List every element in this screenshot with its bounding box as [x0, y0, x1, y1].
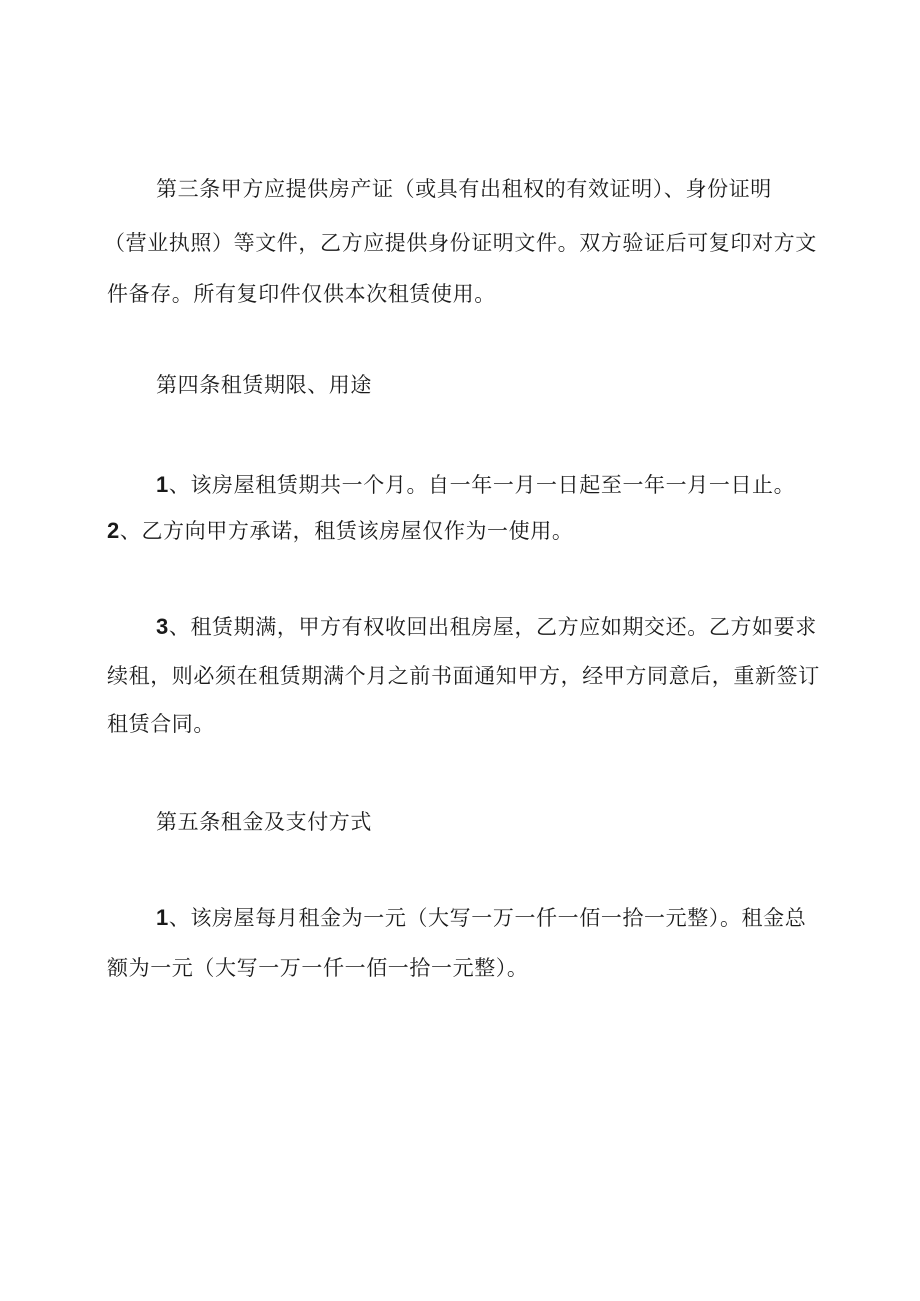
article-5-item-1-line-2: 额为一元（大写一万一仟一佰一拾一元整）。 — [107, 956, 529, 980]
article-4-heading: 第四条租赁期限、用途 — [156, 373, 372, 397]
item-text: 、该房屋每月租金为一元（大写一万一仟一佰一拾一元整）。租金总 — [168, 906, 807, 930]
article-4-item-3-line-3: 租赁合同。 — [107, 712, 215, 736]
article-3-line-2: （营业执照）等文件，乙方应提供身份证明文件。双方验证后可复印对方文 — [104, 231, 817, 255]
article-3-line-1: 第三条甲方应提供房产证（或具有出租权的有效证明）、身份证明 — [156, 177, 772, 201]
item-text: 、租赁期满，甲方有权收回出租房屋，乙方应如期交还。乙方如要求 — [168, 615, 817, 639]
article-5-heading: 第五条租金及支付方式 — [156, 810, 372, 834]
item-number: 3 — [156, 614, 169, 639]
article-4-item-2 — [107, 516, 827, 546]
item-number: 2 — [107, 518, 120, 543]
article-4-item-3-line-2: 续租，则必须在租赁期满个月之前书面通知甲方，经甲方同意后，重新签订 — [107, 664, 820, 688]
item-number: 1 — [156, 472, 169, 497]
item-number: 1 — [156, 905, 169, 930]
item-text: 、该房屋租赁期共一个月。自一年一月一日起至一年一月一日止。 — [168, 473, 796, 497]
item-text: 、乙方向甲方承诺，租赁该房屋仅作为一使用。 — [119, 519, 574, 543]
article-4-item-3-line-1 — [156, 612, 876, 642]
article-5-item-1-line-1 — [156, 903, 876, 933]
article-3-line-3: 件备存。所有复印件仅供本次租赁使用。 — [107, 282, 496, 306]
article-4-item-1 — [156, 470, 876, 500]
